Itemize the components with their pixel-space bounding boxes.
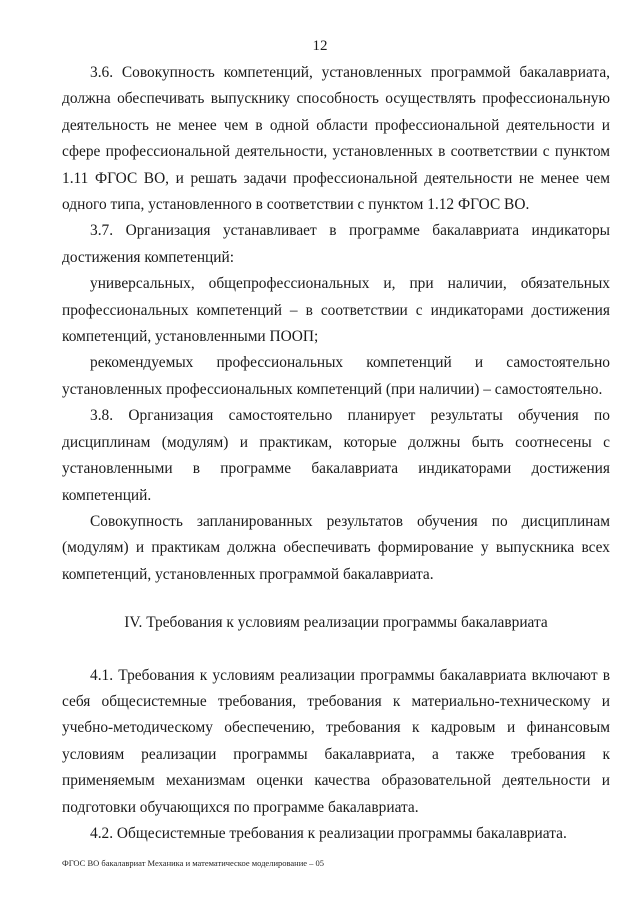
section-heading: IV. Требования к условиям реализации программы бакалавриата bbox=[124, 614, 548, 632]
paragraph-4-2: 4.2. Общесистемные требования к реализации программы бакалавриата. bbox=[90, 824, 567, 842]
paragraph-3-8-totality: Совокупность запланированных результатов обучения по дисциплинам (модулям) и практикам должна обеспечивать формирование у выпускника всех компетенций, установленных программой бакалавриата. bbox=[62, 512, 610, 583]
page-number: 12 bbox=[312, 38, 328, 54]
paragraph-3-8: 3.8. Организация самостоятельно планирует результаты обучения по дисциплинам (модулям) и практикам, которые должны быть соотнесены с установленными в программе бакалавриата индикаторами достижения компетенций. bbox=[62, 407, 610, 504]
paragraph-4-1: 4.1. Требования к условиям реализации программы бакалавриата включают в себя общесистемные требования, требования к материально-техническому и учебно-методическому обеспечению, требования к кадровым и финансовым условиям реализации программы бакалавриата, а также требования к применяемым механизмам оценки качества образовательной деятельности и подготовки обучающихся по программе бакалавриата. bbox=[62, 666, 610, 816]
page-footer: ФГОС ВО бакалавриат Механика и математическое моделирование – 05 bbox=[62, 858, 325, 868]
paragraph-3-7-universal: универсальных, общепрофессиональных и, при наличии, обязательных профессиональных компетенций – в соответствии с индикаторами достижения компетенций, установленными ПООП; bbox=[62, 275, 610, 346]
document-body bbox=[62, 60, 610, 847]
paragraph-3-7-recommended: рекомендуемых профессиональных компетенций и самостоятельно установленных профессиональных компетенций (при наличии) – самостоятельно. bbox=[62, 354, 610, 398]
paragraph-3-7: 3.7. Организация устанавливает в программе бакалавриата индикаторы достижения компетенций: bbox=[62, 222, 610, 266]
paragraph-3-6: 3.6. Совокупность компетенций, установленных программой бакалавриата, должна обеспечивать выпускнику способность осуществлять профессиональную деятельность не менее чем в одной области профессиональной деятельности и сфере профессиональной деятельности, установленных в соответствии с пунктом 1.11 ФГОС ВО, и решать задачи профессиональной деятельности не менее чем одного типа, установленного в соответствии с пунктом 1.12 ФГОС ВО. bbox=[62, 64, 610, 214]
